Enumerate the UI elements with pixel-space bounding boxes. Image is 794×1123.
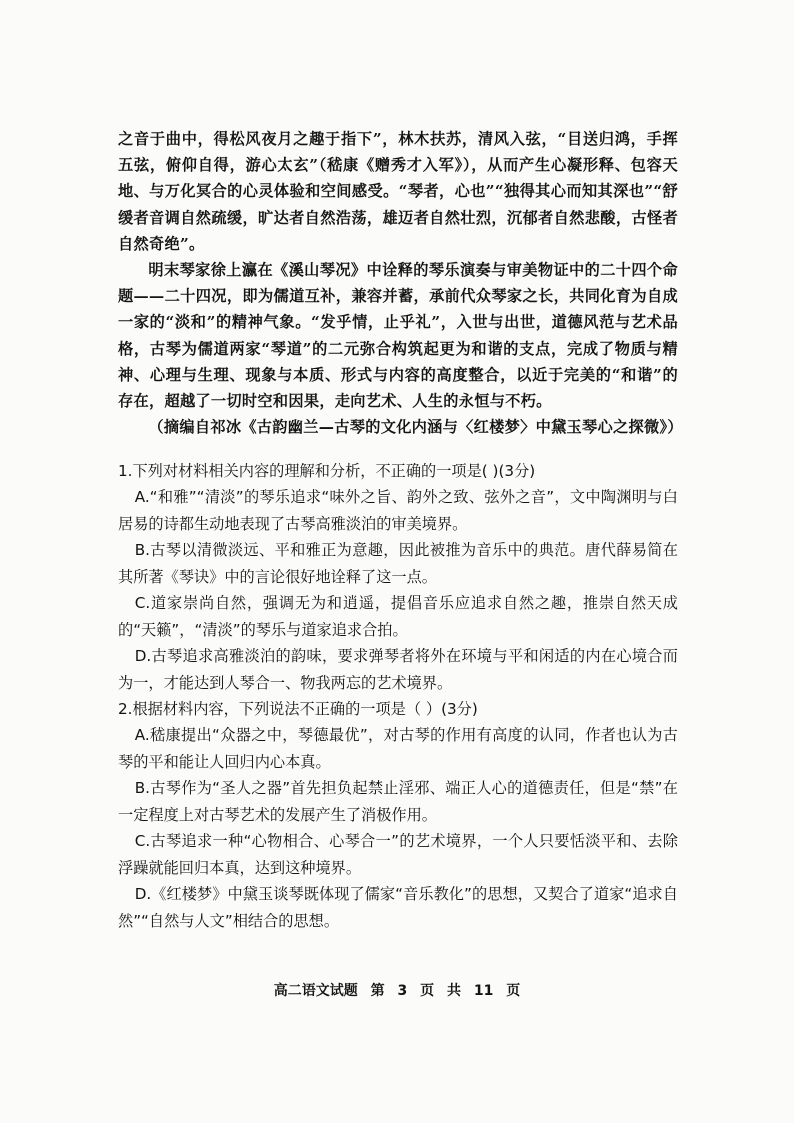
passage-paragraph-1: 之音于曲中，得松风夜月之趣于指下”，林木扶苏，清风入弦，“目送归鸿，手挥五弦，俯仰自得，游心太玄”（嵇康《赠秀才入军》），从而产生心凝形释、包容天地、与万化冥合的心灵体验和空间感受。“琴者，心也”“独得其心而知其深也”“舒缓者音调自然疏缓，旷达者自然浩荡，雄迈者自然壮烈，沉郁者自然悲酸，古怪者自然奇绝”。 <box>118 130 678 253</box>
question-2-stem: 2.根据材料内容，下列说法不正确的一项是（ ）(3分) <box>118 700 478 719</box>
question-1-option-c: C.道家崇尚自然，强调无为和逍遥，提倡音乐应追求自然之趣，推崇自然天成的“天籁”，“清淡”的琴乐与道家追求合拍。 <box>118 594 678 639</box>
question-2 <box>118 696 678 934</box>
question-2-option-a: A.嵇康提出“众器之中，琴德最优”，对古琴的作用有高度的认同，作者也认为古琴的平和能让人回归内心本真。 <box>118 726 678 771</box>
reading-passage <box>118 126 683 440</box>
question-2-option-b: B.古琴作为“圣人之器”首先担负起禁止淫邪、端正人心的道德责任，但是“禁”在一定程度上对古琴艺术的发展产生了消极作用。 <box>118 779 678 824</box>
question-1 <box>118 458 678 696</box>
passage-paragraph-2: 明末琴家徐上瀛在《溪山琴况》中诠释的琴乐演奏与审美物证中的二十四个命题——二十四况，即为儒道互补，兼容并蓄，承前代众琴家之长，共同化育为自成一家的“淡和”的精神气象。“发乎情，止乎礼”，入世与出世，道德风范与艺术品格，古琴为儒道两家“琴道”的二元弥合构筑起更为和谐的支点，完成了物质与精神、心理与生理、现象与本质、形式与内容的高度整合，以近于完美的“和谐”的存在，超越了一切时空和因果，走向艺术、人生的永恒与不朽。 <box>118 261 678 411</box>
page-footer: 高二语文试题 第 3 页 共 11 页 <box>273 983 521 999</box>
question-1-option-a: A.“和雅”“清淡”的琴乐追求“味外之旨、韵外之致、弦外之音”，文中陶渊明与白居易的诗都生动地表现了古琴高雅淡泊的审美境界。 <box>118 488 678 533</box>
question-2-option-d: D.《红楼梦》中黛玉谈琴既体现了儒家“音乐教化”的思想，又契合了道家“追求自然”“自然与人文”相结合的思想。 <box>118 885 678 930</box>
passage-source: （摘编自祁冰《古韵幽兰—古琴的文化内涵与〈红楼梦〉中黛玉琴心之探微》） <box>148 418 683 437</box>
page-content <box>118 126 683 934</box>
question-list <box>118 458 678 934</box>
question-1-option-b: B.古琴以清微淡远、平和雅正为意趣，因此被推为音乐中的典范。唐代薛易简在其所著《琴诀》中的言论很好地诠释了这一点。 <box>118 541 678 586</box>
question-1-stem: 1.下列对材料相关内容的理解和分析，不正确的一项是( )(3分) <box>118 462 536 481</box>
question-2-option-c: C.古琴追求一种“心物相合、心琴合一”的艺术境界，一个人只要恬淡平和、去除浮躁就能回归本真，达到这种境界。 <box>118 832 678 877</box>
question-1-option-d: D.古琴追求高雅淡泊的韵味，要求弹琴者将外在环境与平和闲适的内在心境合而为一，才能达到人琴合一、物我两忘的艺术境界。 <box>118 647 678 692</box>
